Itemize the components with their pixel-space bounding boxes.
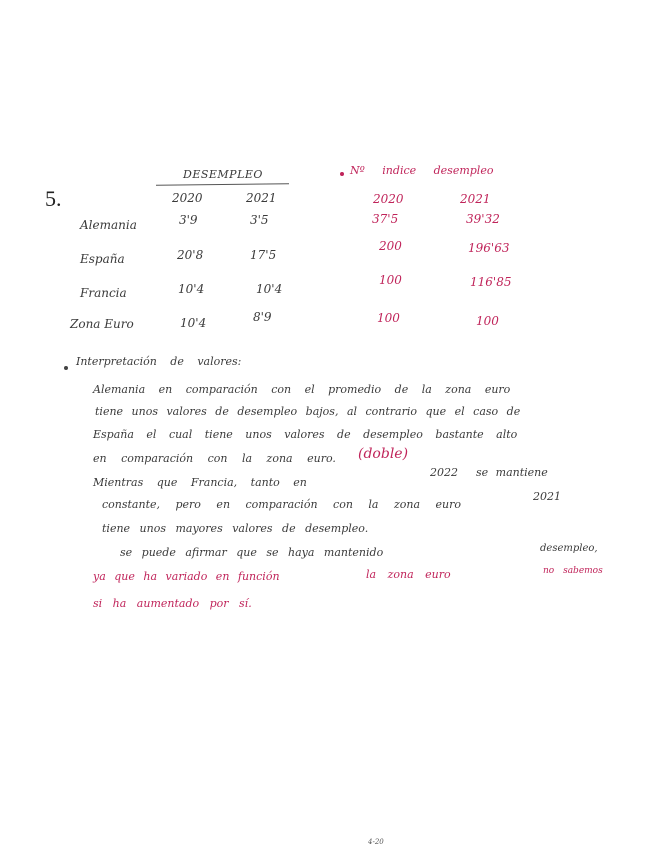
cell-zona-euro-2021: 8'9 [253, 310, 272, 324]
interpretation-line-2: tiene unos valores de desempleo bajos, al contrario que el caso de [95, 405, 521, 418]
page-number: 4-20 [368, 838, 384, 846]
interpretation-heading: Interpretación de valores: [76, 355, 242, 368]
cell-alemania-2021: 3'5 [250, 213, 269, 227]
table-header-rule [156, 183, 289, 185]
interpretation-line-1: Alemania en comparación con el promedio de la zona euro [93, 383, 511, 396]
index-year-2020: 2020 [373, 192, 404, 206]
index-year-2021: 2021 [460, 192, 491, 206]
row-label-francia: Francia [80, 286, 127, 300]
interpretation-bullet [64, 366, 68, 370]
index-francia-2021: 116'85 [470, 275, 512, 289]
interpretation-line-5: Mientras que Francia, tanto en [93, 476, 307, 489]
row-label-espana: España [80, 252, 125, 266]
index-alemania-2020: 37'5 [372, 212, 399, 226]
interpretation-line-6: constante, pero en comparación con la zona euro [102, 498, 461, 511]
interpretation-red-line-1c: no sabemos [543, 566, 603, 576]
row-label-zona-euro: Zona Euro [70, 317, 134, 331]
interpretation-red-line-1a: ya que ha variado en función [93, 570, 280, 583]
interpretation-line-5-end: se mantiene [476, 466, 548, 479]
interpretation-line-3: España el cual tiene unos valores de desempleo bastante alto [93, 428, 518, 441]
index-alemania-2021: 39'32 [466, 212, 500, 226]
cell-francia-2020: 10'4 [178, 282, 205, 296]
year-header-2021: 2021 [246, 191, 277, 205]
cell-espana-2021: 17'5 [250, 248, 277, 262]
index-espana-2021: 196'63 [468, 241, 510, 255]
index-francia-2020: 100 [379, 273, 402, 287]
interpretation-red-line-2: si ha aumentado por sí. [93, 597, 252, 610]
interpretation-line-6-year: 2021 [533, 490, 561, 503]
index-zona-euro-2021: 100 [476, 314, 499, 328]
table-title: DESEMPLEO [183, 168, 263, 181]
index-title: Nº indice desempleo [350, 164, 494, 177]
interpretation-line-4: en comparación con la zona euro. [93, 452, 336, 465]
year-header-2020: 2020 [172, 191, 203, 205]
index-bullet [340, 172, 344, 176]
interpretation-line-8-end: desempleo, [540, 543, 598, 554]
index-espana-2020: 200 [379, 239, 402, 253]
interpretation-line-4-note: (doble) [358, 446, 409, 462]
cell-espana-2020: 20'8 [177, 248, 204, 262]
interpretation-line-5-year: 2022 [430, 466, 458, 479]
cell-francia-2021: 10'4 [256, 282, 283, 296]
interpretation-line-8: se puede afirmar que se haya mantenido [120, 546, 384, 559]
question-number: 5. [45, 186, 62, 211]
interpretation-red-line-1b: la zona euro [366, 568, 451, 581]
cell-alemania-2020: 3'9 [179, 213, 198, 227]
cell-zona-euro-2020: 10'4 [180, 316, 207, 330]
index-zona-euro-2020: 100 [377, 311, 400, 325]
row-label-alemania: Alemania [80, 218, 137, 232]
interpretation-line-7: tiene unos mayores valores de desempleo. [102, 522, 369, 535]
